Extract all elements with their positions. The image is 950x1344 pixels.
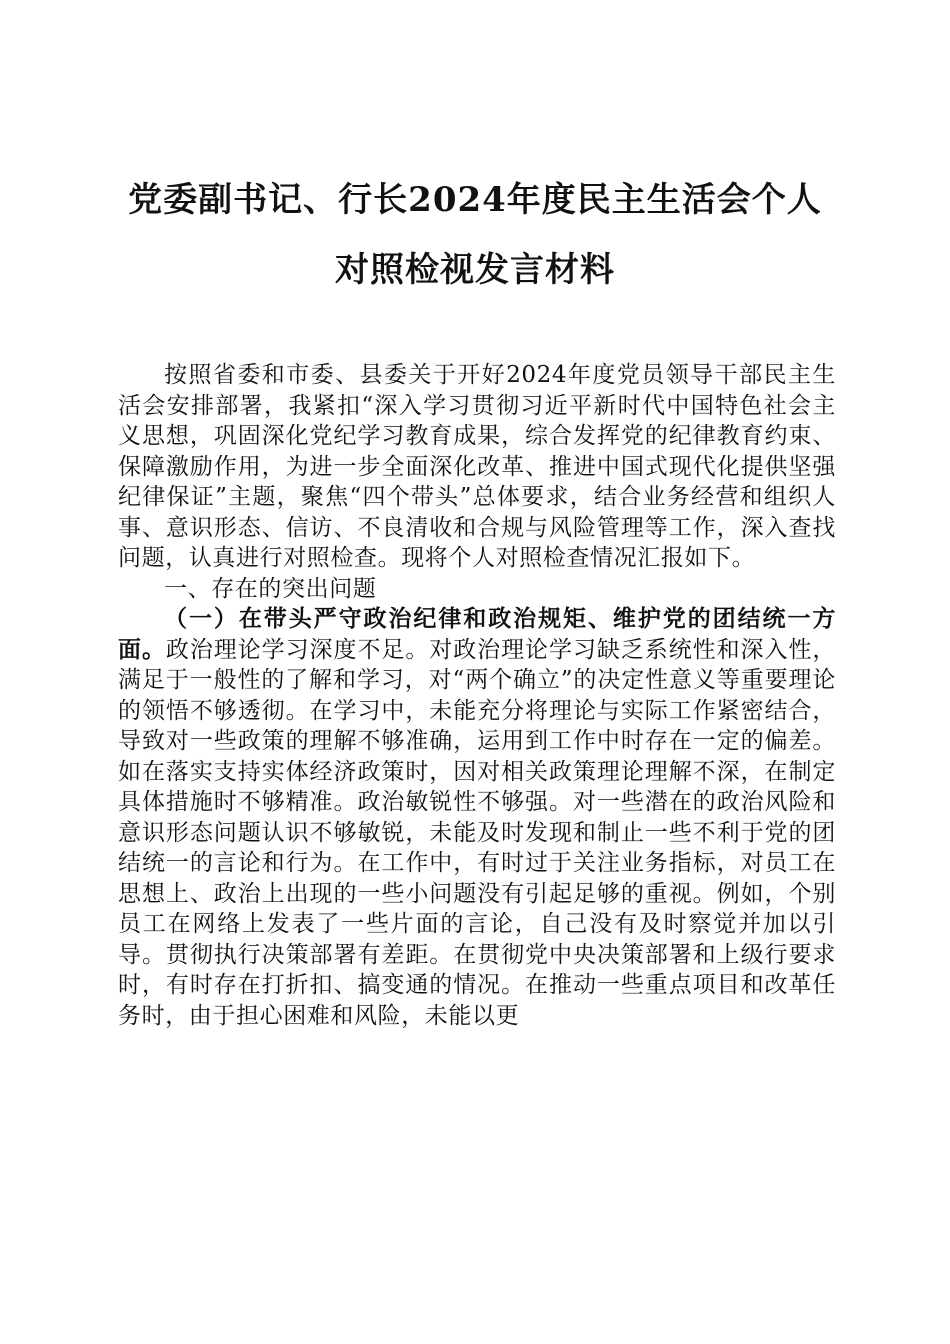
subsection-body-1: 政治理论学习深度不足。对政治理论学习缺乏系统性和深入性，满足于一般性的了解和学习，对“两个确立”的决定性意义等重要理论的领悟不够透彻。在学习中，未能充分将理论与实际工作紧密结合，导致对一些政策的理解不够准确，运用到工作中时存在一定的偏差。如在落实支持实体经济政策时，因对相关政策理论理解不深，在制定具体措施时不够精准。政治敏锐性不够强。对一些潜在的政治风险和意识形态问题认识不够敏锐，未能及时发现和制止一些不利于党的团结统一的言论和行为。在工作中，有时过于关注业务指标，对员工在思想上、政治上出现的一些小问题没有引起足够的重视。例如，个别员工在网络上发表了一些片面的言论，自己没有及时察觉并加以引导。贯彻执行决策部署有差距。在贯彻党中央决策部署和上级行要求时，有时存在打折扣、搞变通的情况。在推动一些重点项目和改革任务时，由于担心困难和风险，未能以更 [118,636,836,1029]
subsection-paragraph-1 [118,604,836,1031]
intro-paragraph: 按照省委和市委、县委关于开好2024年度党员领导干部民主生活会安排部署，我紧扣“深入学习贯彻习近平新时代中国特色社会主义思想，巩固深化党纪学习教育成果，综合发挥党的纪律教育约束、保障激励作用，为进一步全面深化改革、推进中国式现代化提供坚强纪律保证”主题，聚焦“四个带头”总体要求，结合业务经营和组织人事、意识形态、信访、不良清收和合规与风险管理等工作，深入查找问题，认真进行对照检查。现将个人对照检查情况汇报如下。 [118,362,836,571]
subsection-lead-1: （一）在带头严守政治纪律和政治规矩、维护党的团结统一方面。 [118,605,836,663]
document-title-line2: 对照检视发言材料 [335,250,615,290]
section-heading-1: 一、存在的突出问题 [164,575,377,602]
document-title-line1: 党委副书记、行长2024年度民主生活会个人 [128,180,822,220]
document-body [118,360,836,1031]
